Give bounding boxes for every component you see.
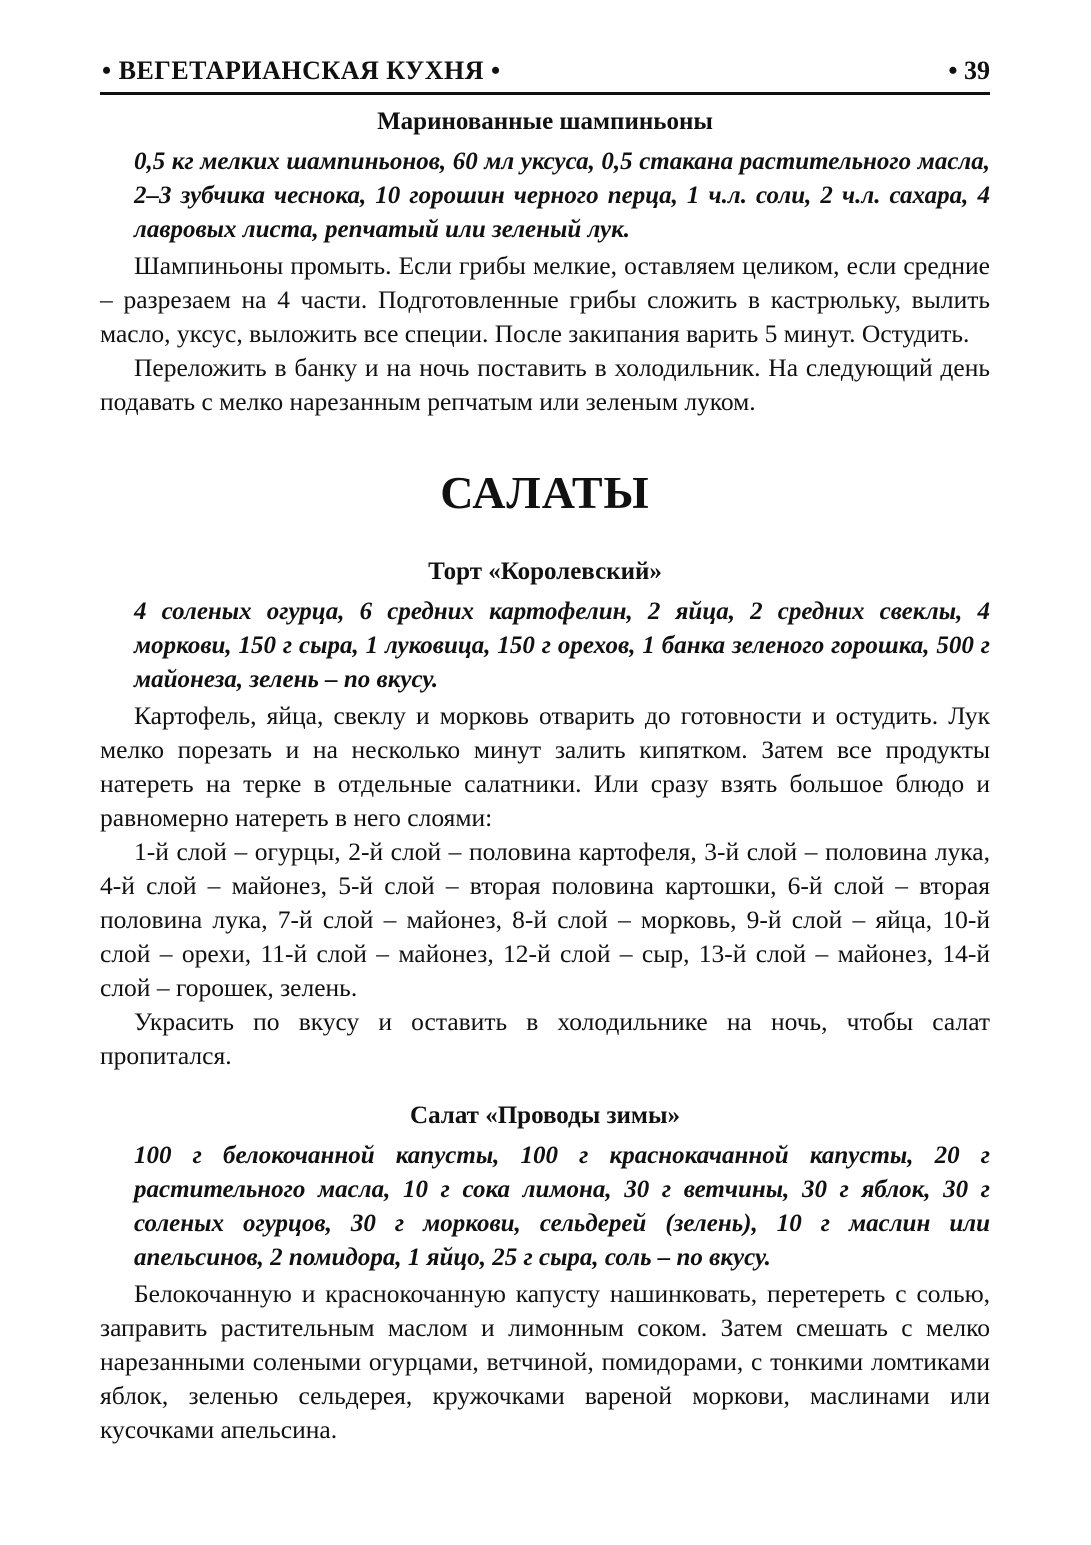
instruction-paragraph: Переложить в банку и на ночь поставить в холодильник. На следующий день подавать с мелко нарезанным репчатым или зеленым луком. <box>100 353 990 416</box>
recipe-title: Салат «Проводы зимы» <box>410 1102 680 1129</box>
recipe-title: Торт «Королевский» <box>428 558 662 585</box>
book-section-title: • ВЕГЕТАРИАНСКАЯ КУХНЯ • <box>102 56 501 85</box>
instruction-paragraph: Украсить по вкусу и оставить в холодильнике на ночь, чтобы салат пропитался. <box>100 1007 990 1070</box>
instruction-paragraph: 1-й слой – огурцы, 2-й слой – половина картофеля, 3-й слой – половина лука, 4-й слой – майонез, 5-й слой – вторая половина картошки, 6-й слой – вторая половина лука, 7-й слой – майонез, 8-й слой – морковь, 9-й слой – яйца, 10-й слой – орехи, 11-й слой – майонез, 12-й слой – сыр, 13-й слой – майонез, 14-й слой – горошек, зелень. <box>100 837 990 1002</box>
ingredients-list: 100 г белокочанной капусты, 100 г краснокачанной капусты, 20 г растительного масла, 10 г сока лимона, 30 г ветчины, 30 г яблок, 30 г соленых огурцов, 30 г моркови, сельдерей (зелень), 10 г маслин или апельсинов, 2 помидора, 1 яйцо, 25 г сыра, соль – по вкусу. <box>134 1142 990 1271</box>
ingredients-list: 4 соленых огурца, 6 средних картофелин, 2 яйца, 2 средних свеклы, 4 моркови, 150 г сыра, 1 луковица, 150 г орехов, 1 банка зеленого горошка, 500 г майонеза, зелень – по вкусу. <box>134 598 990 693</box>
recipe-royal-cake <box>100 555 990 1073</box>
instruction-paragraph: Картофель, яйца, свеклу и морковь отварить до готовности и остудить. Лук мелко порезать и на несколько минут залить кипятком. Затем все продукты натереть на терке в отдельные салатники. Или сразу взять большое блюдо и равномерно натереть в него слоями: <box>100 701 990 832</box>
section-title: САЛАТЫ <box>440 467 650 518</box>
page-content <box>100 105 990 1447</box>
instruction-paragraph: Белокочанную и краснокочанную капусту нашинковать, перетереть с солью, заправить растительным маслом и лимонным соком. Затем смешать с мелко нарезанными солеными огурцами, ветчиной, помидорами, с тонкими ломтиками яблок, зеленью сельдерея, кружочками вареной моркови, маслинами или кусочками апельсина. <box>100 1279 990 1444</box>
ingredients-list: 0,5 кг мелких шампиньонов, 60 мл уксуса, 0,5 стакана растительного масла, 2–3 зубчика чеснока, 10 горошин черного перца, 1 ч.л. соли, 2 ч.л. сахара, 4 лавровых листа, репчатый или зеленый лук. <box>134 148 990 243</box>
running-header <box>100 52 990 95</box>
instruction-paragraph: Шампиньоны промыть. Если грибы мелкие, оставляем целиком, если средние – разрезаем на 4 части. Подготовленные грибы сложить в кастрюльку, вылить масло, уксус, выложить все специи. После закипания варить 5 минут. Остудить. <box>100 251 990 348</box>
recipe-title: Маринованные шампиньоны <box>377 108 713 135</box>
recipe-winter-farewell-salad <box>100 1099 990 1447</box>
page-number: • 39 <box>948 56 990 85</box>
recipe-marinated-mushrooms <box>100 105 990 419</box>
